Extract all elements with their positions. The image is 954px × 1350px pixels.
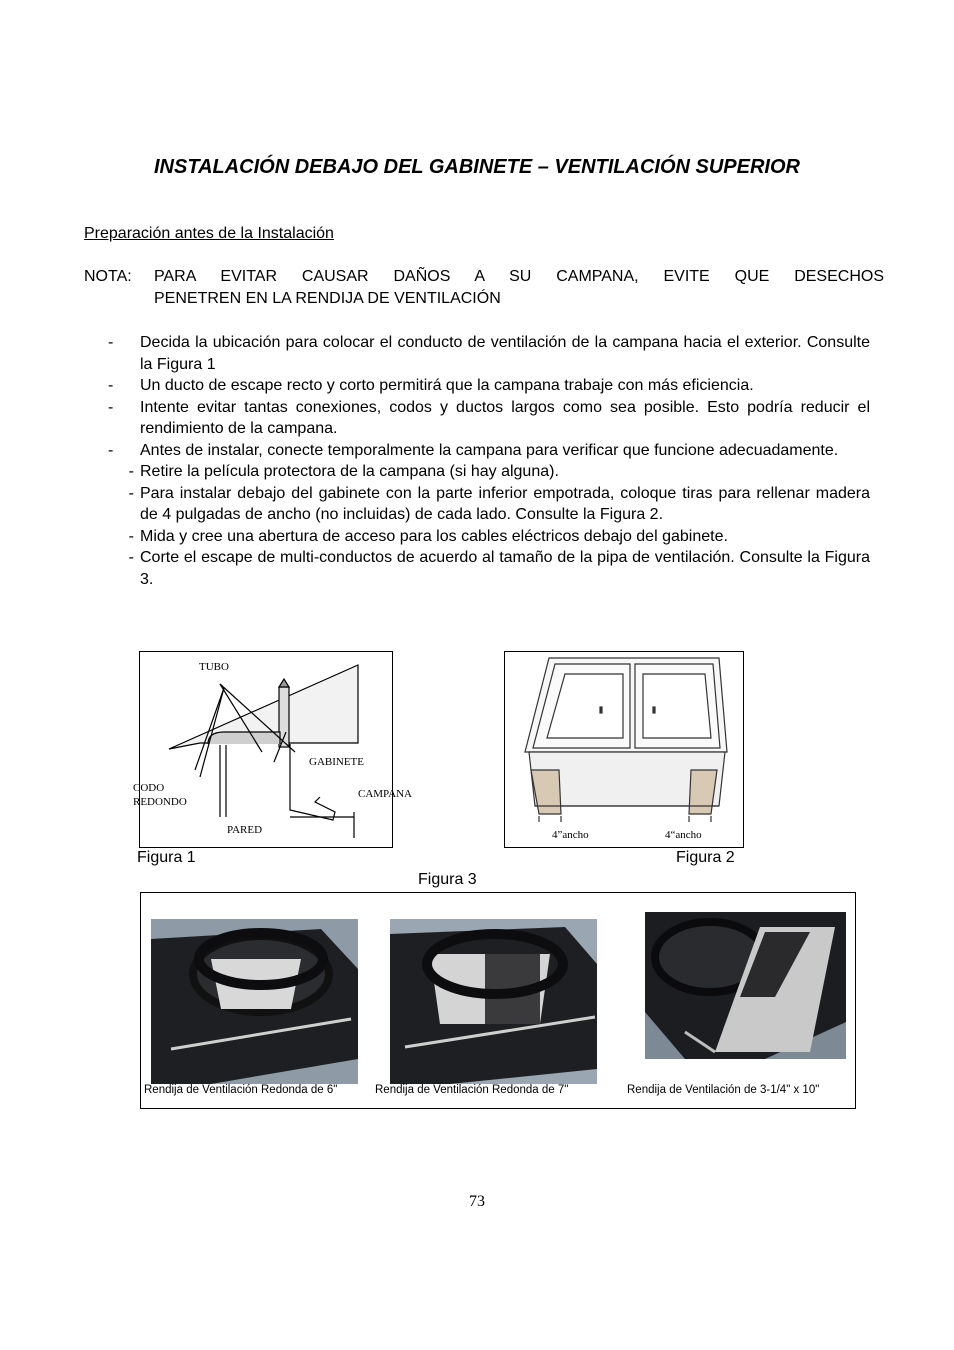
label-width-right: 4“ancho <box>665 829 702 841</box>
note-label: NOTA: <box>84 268 132 285</box>
bullet-dash: - <box>108 377 114 394</box>
bullet-dash: - <box>128 527 134 545</box>
photo-6-round-illustration <box>151 919 358 1084</box>
list-item: - Para instalar debajo del gabinete con la parte inferior empotrada, coloque tiras para rellenar madera de 4 pulgadas de ancho (no incluidas) de cada lado. Consulte la Figura 2. <box>108 483 870 526</box>
label-pared: PARED <box>227 824 263 836</box>
instruction-list <box>108 332 870 590</box>
label-codo: CODO <box>133 782 165 794</box>
label-width-left: 4”ancho <box>552 829 589 841</box>
bullet-dash: - <box>128 463 134 480</box>
vent-photo-7-round <box>390 919 597 1084</box>
note-line-1: PARA EVITAR CAUSAR DAÑOS A SU CAMPANA, EVITE QUE DESECHOS <box>154 268 884 285</box>
figure-2 <box>504 651 744 848</box>
page-title: INSTALACIÓN DEBAJO DEL GABINETE – VENTILACIÓN SUPERIOR <box>154 156 800 178</box>
label-redondo: REDONDO <box>133 796 187 808</box>
bullet-dash: - <box>108 334 114 351</box>
bullet-dash: - <box>128 549 134 566</box>
page-number: 73 <box>469 1193 485 1210</box>
bullet-dash: - <box>108 398 114 416</box>
figure-2-caption: Figura 2 <box>676 849 735 866</box>
vent-photo-rectangular <box>645 912 846 1059</box>
vent-photo-6-round <box>151 919 358 1084</box>
note-block <box>84 266 884 310</box>
vent-diagram-figure-1 <box>140 652 392 847</box>
photo-caption-rect: Rendija de Ventilación de 3-1/4" x 10" <box>627 1084 820 1096</box>
label-tubo: TUBO <box>199 661 229 673</box>
list-item: - Mida y cree una abertura de acceso para los cables eléctricos debajo del gabinete. <box>108 526 870 548</box>
bullet-dash: - <box>128 484 134 502</box>
label-campana: CAMPANA <box>358 788 413 800</box>
list-item: - Decida la ubicación para colocar el conducto de ventilación de la campana hacia el exterior. Consulte la Figura 1 <box>108 332 870 375</box>
label-gabinete: GABINETE <box>309 756 364 768</box>
list-item: - Retire la película protectora de la campana (si hay alguna). <box>108 461 870 483</box>
bullet-dash: - <box>108 441 114 459</box>
note-line-2: PENETREN EN LA RENDIJA DE VENTILACIÓN <box>154 290 501 307</box>
list-item: - Un ducto de escape recto y corto permitirá que la campana trabaje con más eficiencia. <box>108 375 870 397</box>
photo-caption-6: Rendija de Ventilación Redonda de 6" <box>144 1084 338 1096</box>
figure-3 <box>140 892 856 1109</box>
list-item: - Antes de instalar, conecte temporalmente la campana para verificar que funcione adecuadamente. <box>108 440 870 462</box>
figure-1 <box>133 651 413 848</box>
photo-caption-7: Rendija de Ventilación Redonda de 7" <box>375 1084 569 1096</box>
list-item: - Intente evitar tantas conexiones, codos y ductos largos como sea posible. Esto podría reducir el rendimiento de la campana. <box>108 397 870 440</box>
figure-3-caption: Figura 3 <box>418 871 477 888</box>
photo-7-round-illustration <box>390 919 597 1084</box>
photo-rectangular-illustration <box>645 912 846 1059</box>
section-subtitle: Preparación antes de la Instalación <box>84 225 334 242</box>
cabinet-illustration <box>505 652 743 847</box>
figure-1-caption: Figura 1 <box>137 849 196 866</box>
list-item: - Corte el escape de multi-conductos de acuerdo al tamaño de la pipa de ventilación. Consulte la Figura 3. <box>108 547 870 590</box>
